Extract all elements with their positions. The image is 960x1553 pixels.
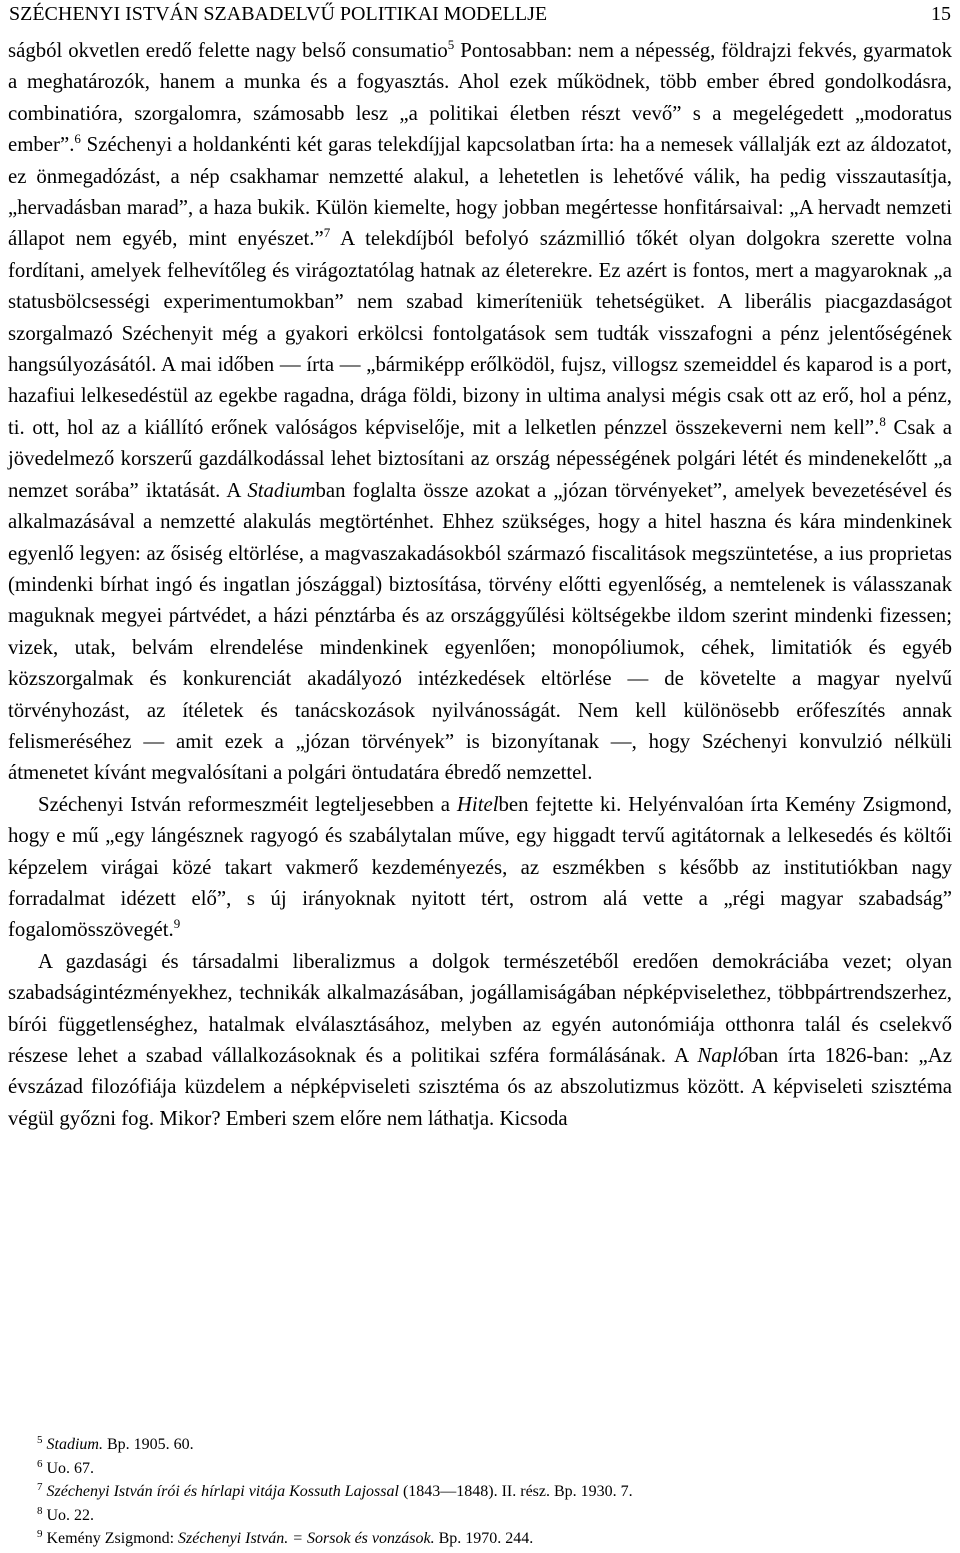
footnote-italic: Széchenyi István. = Sorsok és vonzások.	[178, 1530, 435, 1547]
text-run: ságból okvetlen eredő felette nagy belső consumatio	[8, 39, 448, 62]
footnote-text: (1843—1848). II. rész. Bp. 1930. 7.	[398, 1483, 633, 1500]
italic-title-hitel: Hitel	[456, 792, 499, 816]
footnote-number: 7	[37, 1481, 43, 1493]
footnote-text: Bp. 1970. 244.	[434, 1530, 534, 1547]
text-run: Pontosabban: nem a népesség, földrajzi fekvés, gyarmatok a meghatározók, hanem a munka és a fogyasztás. Ahol ezek működnek, több ember ébred gondolkodásra, combinatióra, szorgalomra, számosabb lesz „a politikai életben részt vevő” s a megelégedett „modoratus ember”.	[8, 39, 952, 157]
footnote-ref-5[interactable]: 5	[447, 37, 455, 52]
footnotes	[37, 1433, 937, 1551]
text-run: ban írta 1826-ban: „Az évszázad filozófiája küzdelem a népképviseleti szisztéma ós az abszolutizmus között. A képviseleti szisztéma végül győzni fog. Mikor? Emberi szem előre nem láthatja. Kicsoda	[8, 1044, 952, 1130]
footnote-number: 5	[37, 1434, 43, 1446]
text-run: Széchenyi István reformeszméit legteljesebben a	[38, 792, 457, 816]
text-run: A telekdíjból befolyó százmillió tőkét olyan dolgokra szerette volna fordítani, amelyek felhevítőleg és virágoztatólag hatnak az életerekre. Ez azért is fontos, mert a magyaroknak „a statusbölcsességi experimentumokban” nem szabad kimeríteniük tehetségüket. A liberális piacgazdaságot szorgalmazó Széchenyit még a gyakori erkölcsi fontolgatások sem tudták visszafogni a pénz jelentőségének hangsúlyozásától. A mai időben — írta — „bármiképp erőlködöl, fujsz, villogsz szemeiddel és kaparod is a port, hazafiui lelkesedéstül az egekbe ragadna, drága földi, bizony in ultima analysi mégis csak ott az erő, hol a pénz, ti. ott, hol az a kiállító erőnek valóságos képviselője, mit a lelketlen pénzzel összekeverni nem kell”.	[8, 227, 952, 439]
footnote-ref-7[interactable]: 7	[323, 225, 331, 241]
running-title: SZÉCHENYI ISTVÁN SZABADELVŰ POLITIKAI MODELLJE	[9, 3, 548, 25]
text-run: Csak a jövedelmező korszerű gazdálkodással lehet biztosítani az ország népességének polgári létét és mindenekelőtt „a nemzet sorába” iktatását. A	[8, 415, 952, 502]
footnote-8	[37, 1504, 937, 1528]
footnote-text: Uo. 22.	[46, 1506, 95, 1524]
text-run: ban foglalta össze azokat a „józan törvényeket”, amelyek bevezetésével és alkalmazásával a nemzetté alakulás megtörténhet. Ehhez szükséges, hogy a hitel haszna és kára mindenkinek egyenlő legyen: az ősiség eltörlése, a magvaszakadásokból származó fiscalitások megszüntetése, a ius proprietas (mindenki bírhat ingó és ingatlan jószággal) biztosítása, törvény előtti egyenlőség, a nemtelenek is válasszanak maguknak megyei pártvédet, a házi pénztárba és az országgyűlési költségekbe ildom szerint mindenki fizessen; vizek, utak, belvám elrendelése mindenkinek egyenlően; monopóliumok, céhek, limitatiók és egyéb közszorgalmak és konkurenciát akadályozó intézkedések eltörlése — de követelte a magyar nyelvű törvényhozást, az ítéletek és tanácskozások nyilvánosságát. Nem kell különösebb erőfeszítés annak felismeréséhez — amit ezek a „józan törvények” is bizonyítanak —, hogy Széchenyi konvulzió nélküli átmenetet kívánt megvalósítani a polgári öntudatára ébredő nemzettel.	[8, 478, 952, 785]
body-text	[8, 35, 952, 1134]
footnote-number: 9	[37, 1528, 43, 1540]
italic-title-stadium: Stadium	[247, 478, 316, 502]
text-run: A gazdasági és társadalmi liberalizmus a dolgok természetéből eredően demokráciába vezet; olyan szabadságintézményekhez, technikák alkalmazásában, jogállamiságában népképviselethez, többpártrendszerhez, bírói függetlenséghez, hatalmak elválasztásához, melyben az egyén autonómiája otthonra talál és cselekvő részese lehet a szabad vállalkozásoknak és a politikai szféra formálásának. A	[8, 949, 952, 1067]
page-header	[9, 1, 951, 27]
paragraph-1	[8, 35, 952, 789]
text-run: ben fejtette ki. Helyénvalóan írta Kemény Zsigmond, hogy e mű „egy lángésznek ragyogó és szabálytalan műve, egy higgadt tervű agitátornak a lelkesedés és költői képzelem virágai közé takart vakmerő kezdeményezés, az eszmékben s később az institutiókban nagy forradalmat idézett elő”, s új irányoknak nyitott tért, ostrom alá vette a „régi magyar szabadság” fogalomösszövegét.	[8, 792, 952, 942]
footnote-ref-8[interactable]: 8	[879, 413, 886, 429]
footnote-7	[37, 1480, 937, 1504]
footnote-number: 6	[37, 1457, 43, 1470]
footnote-text: Uo. 67.	[46, 1459, 95, 1477]
footnote-9	[37, 1527, 937, 1551]
footnote-number: 8	[37, 1504, 43, 1517]
footnote-text: Kemény Zsigmond:	[46, 1530, 179, 1547]
footnote-italic: Széchenyi István írói és hírlapi vitája Kossuth Lajossal	[46, 1483, 399, 1500]
footnote-ref-9[interactable]: 9	[173, 916, 181, 932]
page-number: 15	[931, 3, 951, 25]
footnote-6	[37, 1457, 937, 1481]
paragraph-2	[8, 789, 952, 946]
footnote-ref-6[interactable]: 6	[74, 131, 81, 147]
paragraph-3	[8, 946, 952, 1134]
footnote-italic: Stadium.	[46, 1436, 103, 1453]
footnote-text: Bp. 1905. 60.	[102, 1436, 194, 1453]
footnote-5	[37, 1433, 937, 1457]
text-run: Széchenyi a holdankénti két garas telekdíjjal kapcsolatban írta: ha a nemesek vállalják ezt az áldozatot, ez önmegadózást, a nép csakhamar nemzetté alakul, a lehetetlen is lehetővé válik, ha pedig visszautasítja, „hervadásban marad”, a haza bukik. Külön kiemelte, hogy jobban megértesse honfitársaival: „A hervadt nemzeti állapot nem egyéb, mint enyészet.”	[8, 133, 952, 251]
italic-title-naplo: Napló	[697, 1044, 749, 1067]
